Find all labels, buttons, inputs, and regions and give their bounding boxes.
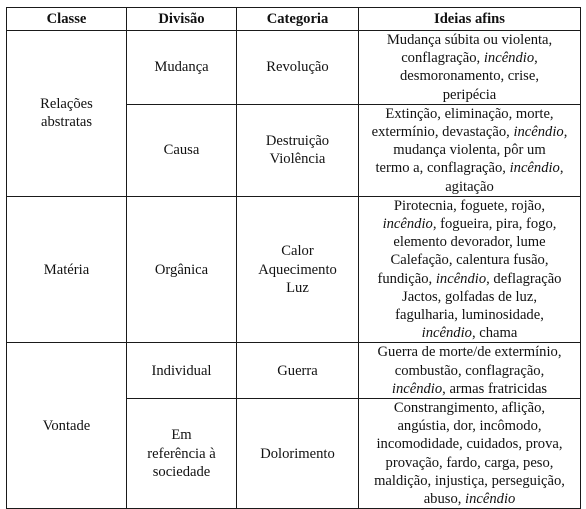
ideias-cell: [359, 104, 581, 196]
italic-term: incêndio: [435, 270, 487, 287]
ideias-line: [363, 123, 576, 141]
categoria-cell: [237, 104, 359, 196]
text-run: Extinção, eliminação, morte,: [385, 105, 554, 122]
cell-line: Vontade: [42, 417, 91, 434]
text-run: extermínio, devastação,: [371, 124, 514, 141]
text-run: angústia, dor, incômodo,: [397, 418, 542, 435]
categoria-cell: [237, 196, 359, 343]
ideias-line: [363, 343, 576, 361]
text-run: Pirotecnia, foguete, rojão,: [393, 197, 546, 214]
cell-line: Relações: [40, 96, 93, 113]
divisao-cell: [127, 31, 237, 105]
text-run: elemento devorador, lume: [393, 234, 546, 251]
ideias-line: [363, 472, 576, 490]
divisao-cell: [127, 104, 237, 196]
cell-line: referência à: [147, 445, 216, 462]
italic-term: incêndio: [421, 325, 472, 342]
header-ideias: Ideias afins: [359, 8, 581, 31]
text-run: fagulharia, luminosidade,: [395, 307, 544, 324]
ideias-line: [363, 288, 576, 306]
divisao-cell: [127, 343, 237, 399]
text-run: agitação: [445, 178, 494, 195]
ideias-line: [363, 31, 576, 49]
ideias-line: [363, 324, 576, 342]
cell-line: Em: [171, 427, 192, 444]
categoria-cell: [237, 343, 359, 399]
ideias-cell: [359, 343, 581, 399]
cell-line: abstratas: [40, 114, 93, 131]
cell-line: Guerra: [277, 362, 318, 379]
cell-line: Destruição: [265, 133, 330, 150]
italic-term: incêndio: [483, 50, 535, 67]
ideias-line: [363, 251, 576, 269]
header-categoria: Categoria: [237, 8, 359, 31]
ideas-table: [6, 7, 581, 509]
ideias-line: [363, 417, 576, 435]
cell-line: Individual: [151, 362, 212, 379]
ideias-line: [363, 399, 576, 417]
ideias-line: [363, 306, 576, 324]
header-divisao: Divisão: [127, 8, 237, 31]
ideias-line: [363, 215, 576, 233]
cell-line: Matéria: [43, 261, 90, 278]
ideias-cell: [359, 31, 581, 105]
text-run: , chama: [471, 325, 518, 342]
text-run: maldição, injustiça, perseguição,: [374, 472, 565, 489]
cell-line: Calor: [281, 243, 314, 260]
ideias-line: [363, 197, 576, 215]
ideias-line: [363, 141, 576, 159]
header-classe: Classe: [7, 8, 127, 31]
ideias-line: [363, 67, 576, 85]
text-run: mudança violenta, pôr um: [393, 142, 546, 159]
text-run: provação, fardo, carga, peso,: [385, 454, 554, 471]
ideias-line: [363, 159, 576, 177]
cell-line: Revolução: [266, 59, 329, 76]
cell-line: Luz: [286, 279, 309, 296]
text-run: incomodidade, cuidados, prova,: [376, 436, 563, 453]
text-run: ,: [563, 124, 568, 141]
classe-cell: [7, 196, 127, 343]
divisao-cell: [127, 196, 237, 343]
ideias-line: [363, 270, 576, 288]
ideias-line: [363, 105, 576, 123]
ideias-cell: [359, 399, 581, 509]
ideias-line: [363, 454, 576, 472]
classe-cell: [7, 31, 127, 197]
table-row: [7, 196, 581, 343]
table-row: [7, 31, 581, 105]
categoria-cell: [237, 399, 359, 509]
text-run: desmoronamento, crise,: [399, 68, 539, 85]
text-run: , deflagração: [486, 270, 562, 287]
text-run: Jactos, golfadas de luz,: [402, 288, 537, 305]
ideias-line: [363, 233, 576, 251]
text-run: Calefação, calentura fusão,: [390, 252, 549, 269]
text-run: Constrangimento, aflição,: [393, 400, 546, 417]
italic-term: incêndio: [513, 124, 564, 141]
text-run: fundição,: [377, 270, 436, 287]
cell-line: Mudança: [154, 59, 209, 76]
text-run: Mudança súbita ou violenta,: [386, 32, 553, 48]
text-run: , armas fratricidas: [442, 380, 548, 397]
text-run: abuso,: [423, 491, 466, 508]
header-row: [7, 8, 581, 31]
text-run: ,: [534, 50, 538, 67]
ideias-line: [363, 362, 576, 380]
cell-line: Dolorimento: [260, 445, 335, 462]
cell-line: Aquecimento: [258, 261, 337, 278]
cell-line: Violência: [269, 151, 326, 168]
text-run: , fogueira, pira, fogo,: [432, 216, 557, 233]
italic-term: incêndio: [509, 160, 560, 177]
cell-line: Causa: [163, 142, 200, 159]
text-run: ,: [559, 160, 564, 177]
ideias-line: [363, 490, 576, 508]
ideias-line: [363, 435, 576, 453]
text-run: peripécia: [442, 86, 497, 103]
ideias-line: [363, 86, 576, 104]
italic-term: incêndio: [391, 380, 443, 397]
text-run: termo a, conflagração,: [375, 160, 510, 177]
ideias-line: [363, 380, 576, 398]
italic-term: incêndio: [465, 491, 516, 508]
classe-cell: [7, 343, 127, 509]
ideias-line: [363, 49, 576, 67]
italic-term: incêndio: [382, 216, 433, 233]
text-run: Guerra de morte/de extermínio,: [377, 344, 562, 361]
divisao-cell: [127, 399, 237, 509]
table-row: [7, 343, 581, 399]
ideias-line: [363, 178, 576, 196]
cell-line: sociedade: [152, 463, 211, 480]
text-run: combustão, conflagração,: [394, 362, 545, 379]
categoria-cell: [237, 31, 359, 105]
text-run: conflagração,: [401, 50, 484, 67]
cell-line: Orgânica: [154, 261, 209, 278]
ideias-cell: [359, 196, 581, 343]
